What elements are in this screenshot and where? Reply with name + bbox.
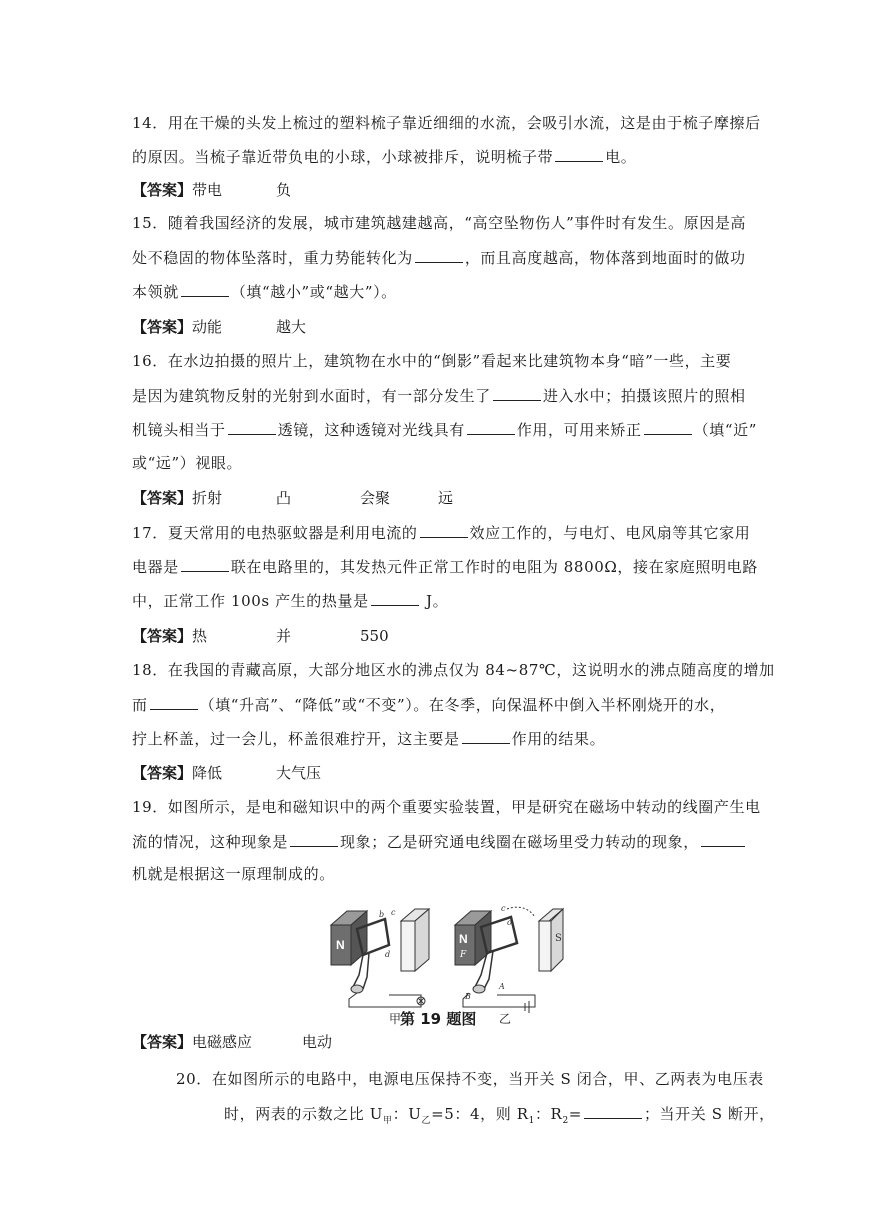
q20-text: ；当开关 S 断开， [643, 1105, 775, 1123]
q16-text: 是因为建筑物反射的光射到水面时，有一部分发生了 [132, 387, 491, 405]
q15-text: （填“越小”或“越大”）。 [230, 283, 397, 301]
answer-value: 热 [192, 627, 208, 645]
q15-text: ，而且高度越高，物体落到地面时的做功 [464, 249, 746, 267]
answer-blank [415, 246, 463, 263]
svg-text:S: S [555, 933, 562, 944]
answer-blank [150, 693, 198, 710]
answer-value: 折射 [192, 489, 223, 507]
q18-line-2 [132, 693, 725, 716]
answer-label: 【答案】 [132, 318, 193, 336]
answer-blank [462, 727, 510, 744]
answer-blank [467, 418, 515, 435]
q18-text: 而 [132, 696, 148, 714]
answer-blank [181, 280, 229, 297]
answer-value: 负 [276, 181, 292, 199]
svg-text:N: N [459, 932, 468, 946]
answer-value: 550 [360, 627, 389, 645]
q17-text: 中，正常工作 100s 产生的热量是 [132, 592, 369, 610]
answer-blank [701, 830, 745, 847]
figure-label-jia: 甲 [389, 1012, 402, 1026]
q16-line-2 [132, 384, 746, 407]
q16-text: 进入水中；拍摄该照片的照相 [542, 387, 746, 405]
svg-text:A: A [499, 982, 505, 991]
motor-apparatus [455, 904, 563, 1013]
q19-line-3: 机就是根据这一原理制成的。 [132, 865, 335, 883]
answer-value: 并 [276, 627, 292, 645]
q17-line-1 [132, 521, 750, 544]
subscript: 乙 [421, 1116, 432, 1126]
subscript: 甲 [383, 1116, 393, 1126]
q17-line-2 [132, 555, 758, 578]
q17-text: 17．夏天常用的电热驱蚊器是利用电流的 [132, 524, 418, 542]
q17-text: 电器是 [132, 558, 179, 576]
answer-blank [555, 145, 603, 162]
q16-text: 机镜头相当于 [132, 421, 226, 439]
q14-text: 的原因。当梳子靠近带负电的小球，小球被排斥，说明梳子带 [132, 148, 554, 166]
q17-text: 效应工作的，与电灯、电风扇等其它家用 [469, 524, 751, 542]
q20-line-1: 20．在如图所示的电路中，电源电压保持不变，当开关 S 闭合，甲、乙两表为电压表 [176, 1070, 764, 1088]
q20-text: =5：4，则 R [431, 1105, 529, 1123]
figure-caption: 第 19 题图 [400, 1010, 477, 1028]
q16-text: （填“近” [693, 421, 757, 439]
q15-text: 本领就 [132, 283, 179, 301]
answer-label: 【答案】 [132, 764, 193, 782]
svg-text:F: F [460, 950, 467, 960]
answer-label: 【答案】 [132, 1033, 193, 1051]
q19-line-1: 19．如图所示，是电和磁知识中的两个重要实验装置，甲是研究在磁场中转动的线圈产生电 [132, 798, 761, 816]
answer-value: 会聚 [360, 489, 391, 507]
answer-value: 带电 [192, 181, 223, 199]
answer-value: 凸 [276, 489, 292, 507]
svg-text:d: d [385, 950, 391, 959]
answer-value: 动能 [192, 318, 223, 336]
answer-blank [371, 589, 419, 606]
q18-line-3 [132, 727, 605, 750]
answer-blank [493, 384, 541, 401]
answer-value: 电磁感应 [192, 1033, 253, 1051]
q19-text: 流的情况，这种现象是 [132, 833, 289, 851]
q20-line-2 [224, 1102, 775, 1132]
q20-text: 时，两表的示数之比 U [224, 1105, 384, 1123]
answer-value: 电动 [302, 1033, 333, 1051]
svg-text:b: b [379, 910, 385, 919]
q16-text: 作用，可用来矫正 [516, 421, 642, 439]
answer-value: 降低 [192, 764, 223, 782]
subscript: 2 [562, 1116, 569, 1126]
answer-value: 越大 [276, 318, 307, 336]
answer-blank [290, 830, 338, 847]
q16-line-4: 或“远”）视眼。 [132, 454, 243, 472]
svg-text:o: o [507, 918, 512, 927]
q18-text: 拧上杯盖，过一会儿，杯盖很难拧开，这主要是 [132, 730, 460, 748]
q15-text: 处不稳固的物体坠落时，重力势能转化为 [132, 249, 413, 267]
q20-text: ：R [534, 1105, 563, 1123]
answer-label: 【答案】 [132, 627, 193, 645]
q19-line-2 [132, 830, 747, 853]
q16-line-3 [132, 418, 757, 441]
q18-text: 作用的结果。 [511, 730, 606, 748]
q16-text: 透镜，这种透镜对光线具有 [277, 421, 465, 439]
q20-text: = [568, 1105, 582, 1123]
q18-text: （填“升高”、“降低”或“不变”）。在冬季，向保温杯中倒入半杯刚烧开的水， [199, 696, 726, 714]
answer-label: 【答案】 [132, 489, 193, 507]
q15-line-2 [132, 246, 746, 269]
answer-blank [181, 555, 229, 572]
answer-blank [420, 521, 468, 538]
q17-text: 联在电路里的，其发热元件正常工作时的电阻为 8800Ω，接在家庭照明电路 [230, 558, 758, 576]
q14-text: 电。 [605, 148, 637, 166]
q15-line-3 [132, 280, 397, 303]
q16-line-1: 16．在水边拍摄的照片上，建筑物在水中的“倒影”看起来比建筑物本身“暗”一些，主要 [132, 352, 732, 370]
svg-text:N: N [336, 938, 345, 952]
q15-line-1: 15．随着我国经济的发展，城市建筑越建越高，“高空坠物伤人”事件时有发生。原因是高 [132, 214, 747, 232]
answer-value: 远 [438, 489, 454, 507]
answer-blank [644, 418, 692, 435]
answer-blank [228, 418, 276, 435]
q20-text: ：U [392, 1105, 422, 1123]
figure-label-yi: 乙 [499, 1012, 512, 1026]
subscript: 1 [528, 1116, 535, 1126]
generator-apparatus [331, 908, 429, 1007]
answer-value: 大气压 [276, 764, 322, 782]
q19-text: 现象；乙是研究通电线圈在磁场里受力转动的现象， [340, 833, 699, 851]
q14-line-2 [132, 145, 636, 168]
answer-blank [584, 1102, 642, 1119]
q14-line-1: 14．用在干燥的头发上梳过的塑料梳子靠近细细的水流，会吸引水流，这是由于梳子摩擦后 [132, 114, 761, 132]
svg-text:c: c [391, 908, 396, 917]
svg-text:c: c [501, 904, 506, 913]
q18-line-1: 18．在我国的青藏高原，大部分地区水的沸点仅为 84~87℃，这说明水的沸点随高度的增加 [132, 661, 775, 679]
q17-text: J。 [420, 592, 449, 610]
answer-label: 【答案】 [132, 181, 193, 199]
svg-text:B: B [465, 992, 471, 1001]
q17-line-3 [132, 589, 448, 612]
